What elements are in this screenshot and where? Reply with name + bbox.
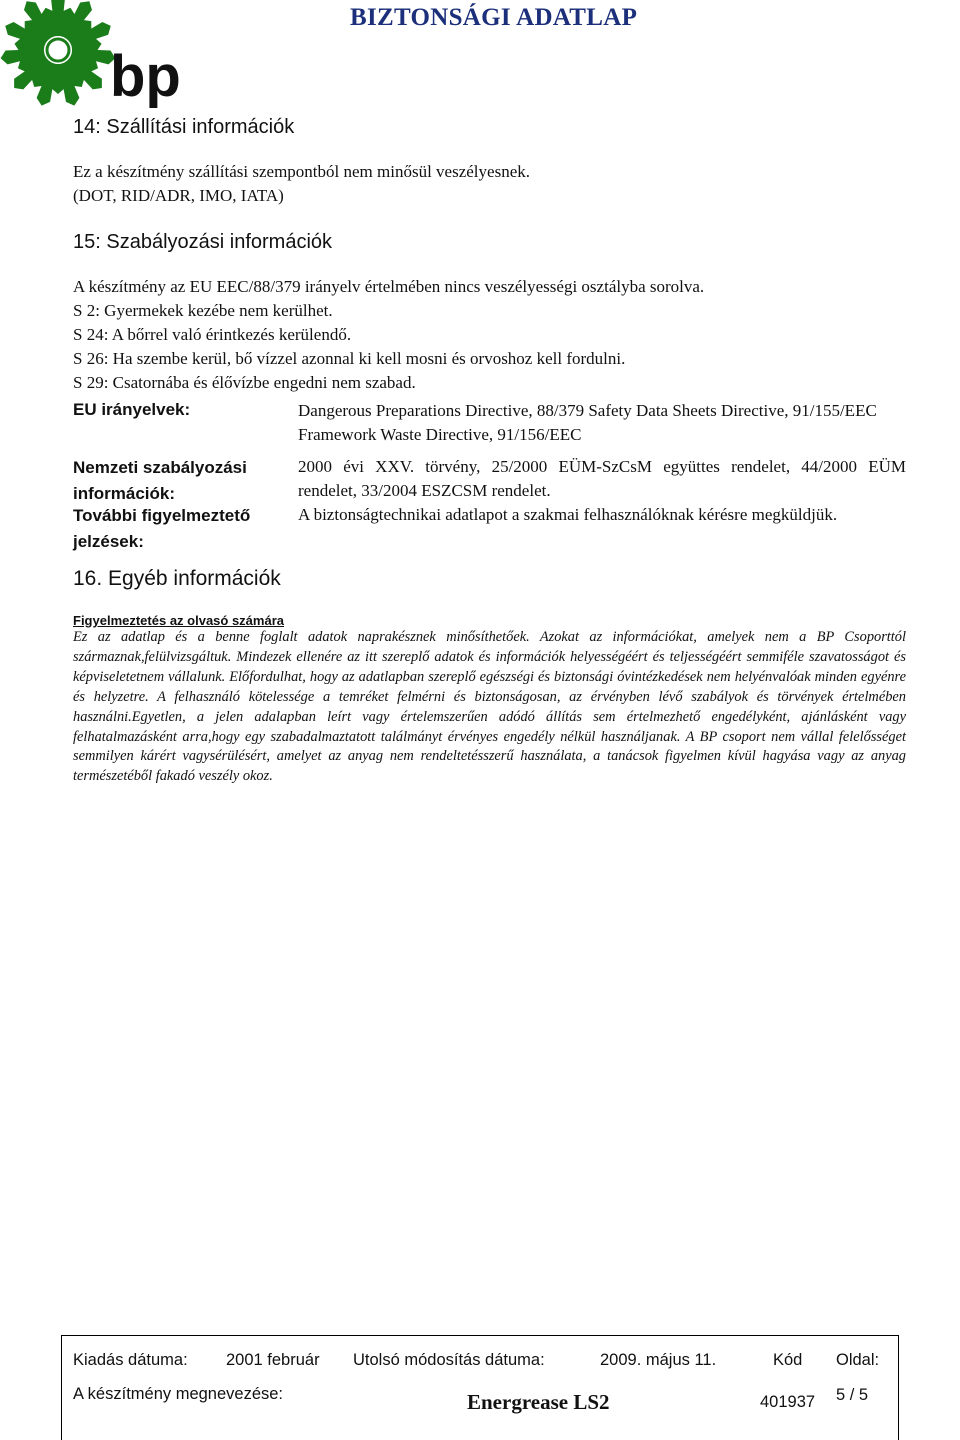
eu-directives-value: Dangerous Preparations Directive, 88/379 Safety Data Sheets Directive, 91/155/EEC Framework Waste Directive, 91/156/EEC [298, 401, 877, 444]
modified-date-label: Utolsó módosítás dátuma: [353, 1351, 545, 1369]
section-14-line: (DOT, RID/ADR, IMO, IATA) [73, 186, 284, 205]
bp-helios-logo [0, 0, 190, 108]
modified-date: 2009. május 11. [600, 1351, 717, 1369]
helios-center [47, 39, 69, 61]
document-title: BIZTONSÁGI ADATLAP [350, 4, 638, 31]
reader-warning-text: Ez az adatlap és a benne foglalt adatok naprakésznek minősíthetőek. Azokat az információkat, amelyek nem a BP Csoporttól származnak,felülvizsgáltuk. Mindezek ellenére az itt szereplő adatok és információk helyességéért és teljességéért semmiféle szavatosságot és képviseletetnem vállalunk. Előfordulhat, hogy az adatlapban szereplő egészségi és biztonsági óvintézkedések nem helyénvalóak minden egyénre és helyzetre. A felhasználó kötelessége a temréket felmérni és biztonságosan, az érvényben lévő szabályok és törvények értelmében használni.Egyetlen, a jelen adalapban leírt vagy értelemszerűen adódó állítás sem értelmezhető engedélyként, ajánlásként vagy felhatalmazásként arra,hogy egy szabadalmaztatott találmányt érvényes engedély nélkül használjanak. A BP csoport nem vállal felelősséget semmilyen kárért vagysérülésért, amelyet az anyag nem rendeltetésszerű használata, a tanácsok figyelmen kívül hagyása vagy az anyag természetéből fakadó veszély okoz. [73, 629, 906, 785]
section-16-heading: 16. Egyéb információk [73, 567, 281, 590]
further-warnings-value: A biztonságtechnikai adatlapot a szakmai felhasználóknak kérésre megküldjük. [298, 505, 838, 524]
product-name-label: A készítmény megnevezése: [73, 1385, 284, 1403]
risk-phrase-s26: S 26: Ha szembe kerül, bő vízzel azonnal ki kell mosni és orvoshoz kell fordulni. [73, 349, 626, 368]
section-15-line: A készítmény az EU EEC/88/379 irányelv értelmében nincs veszélyességi osztályba sorolva. [73, 277, 705, 296]
national-regulations-label: Nemzeti szabályozási információk: [73, 458, 247, 503]
risk-phrase-s24: S 24: A bőrrel való érintkezés kerülendő. [73, 325, 352, 344]
eu-directives-label: EU irányelvek: [73, 400, 191, 419]
issue-date-label: Kiadás dátuma: [73, 1351, 188, 1369]
section-14-line: Ez a készítmény szállítási szempontból nem minősül veszélyesnek. [73, 162, 530, 181]
code-label: Kód [773, 1351, 803, 1369]
further-warnings-label: További figyelmeztető jelzések: [73, 506, 251, 551]
bp-logo-text: bp [110, 44, 181, 108]
product-code: 401937 [760, 1393, 816, 1411]
page-label: Oldal: [836, 1351, 880, 1369]
section-15-heading: 15: Szabályozási információk [73, 231, 333, 253]
page-number: 5 / 5 [836, 1386, 869, 1404]
risk-phrase-s29: S 29: Csatornába és élővízbe engedni nem szabad. [73, 373, 416, 392]
risk-phrase-s2: S 2: Gyermekek kezébe nem kerülhet. [73, 301, 333, 320]
national-regulations-value: 2000 évi XXV. törvény, 25/2000 EÜM-SzCsM együttes rendelet, 44/2000 EÜM rendelet, 33/2004 ESZCSM rendelet. [298, 457, 906, 500]
issue-date: 2001 február [226, 1351, 320, 1369]
reader-warning-heading: Figyelmeztetés az olvasó számára [73, 613, 284, 628]
product-name: Energrease LS2 [467, 1390, 610, 1414]
section-14-heading: 14: Szállítási információk [73, 116, 295, 138]
